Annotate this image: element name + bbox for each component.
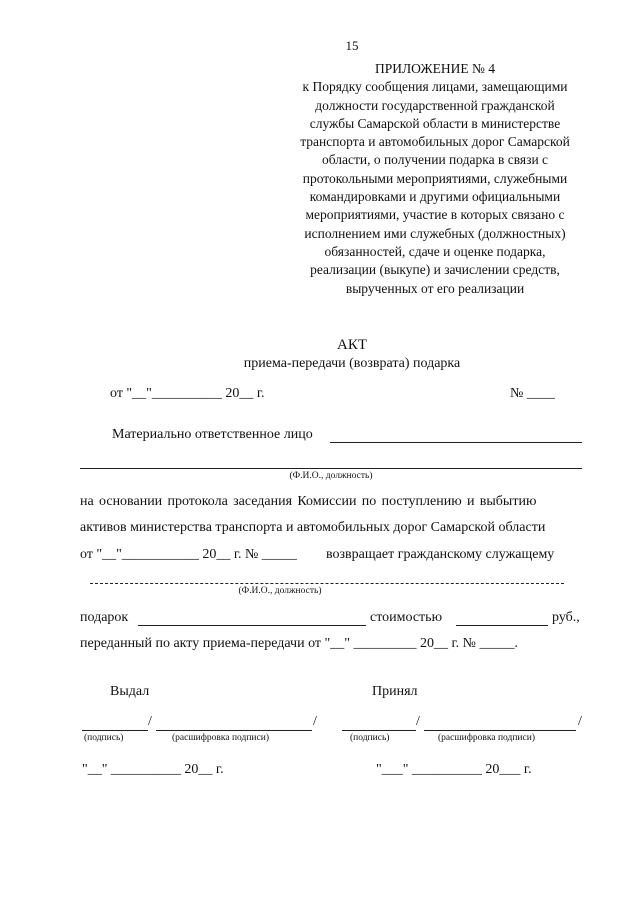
- cost-field-line: [456, 625, 548, 626]
- fio-position-caption: (Ф.И.О., должность): [289, 471, 373, 481]
- gift-name-line: [138, 625, 366, 626]
- responsible-fio-line: [80, 468, 582, 469]
- issued-decoding-line: [156, 730, 312, 731]
- decoding-caption: (расшифровка подписи): [172, 733, 269, 743]
- received-decoding-line: [424, 730, 576, 731]
- date-from-line: от "__"___________ 20__ г. № _____: [80, 547, 297, 562]
- appendix-line: к Порядку сообщения лицами, замещающими: [302, 79, 568, 95]
- basis-line-2: активов министерства транспорта и автомобильных дорог Самарской области: [80, 520, 546, 535]
- fio-position-caption: (Ф.И.О., должность): [238, 586, 322, 596]
- signature-caption: (подпись): [84, 733, 124, 743]
- appendix-line: реализации (выкупе) и зачислении средств,: [310, 262, 560, 278]
- appendix-line: должности государственной гражданской: [315, 97, 555, 113]
- received-date: "___" __________ 20___ г.: [376, 762, 532, 777]
- issued-label: Выдал: [110, 684, 150, 699]
- slash: /: [416, 714, 420, 729]
- recipient-fio-line: [90, 583, 564, 584]
- appendix-line: протокольными мероприятиями, служебными: [302, 170, 568, 186]
- transferred-line: переданный по акту приема-передачи от "__" _________ 20__ г. № _____.: [80, 636, 518, 651]
- appendix-title: ПРИЛОЖЕНИЕ № 4: [374, 61, 496, 76]
- slash: /: [148, 714, 152, 729]
- issued-date: "__" __________ 20__ г.: [82, 762, 224, 777]
- appendix-line: командировками и другими официальными: [309, 189, 561, 205]
- appendix-line: вырученных от его реализации: [345, 280, 525, 296]
- responsible-label: Материально ответственное лицо: [112, 427, 313, 442]
- rub-label: руб.,: [552, 610, 580, 625]
- appendix-line: транспорта и автомобильных дорог Самарской: [300, 134, 570, 150]
- signature-caption: (подпись): [350, 733, 390, 743]
- appendix-line: обязанностей, сдаче и оценке подарка,: [324, 243, 546, 259]
- issued-signature-line: [82, 730, 148, 731]
- returns-to-label: возвращает гражданскому служащему: [326, 547, 555, 562]
- appendix-line: службы Самарской области в министерстве: [309, 115, 561, 131]
- appendix-line: мероприятиями, участие в которых связано с: [305, 207, 565, 223]
- act-title: АКТ: [337, 337, 367, 353]
- received-signature-line: [342, 730, 416, 731]
- slash: /: [578, 714, 582, 729]
- basis-line-1: на основании протокола заседания Комиссии по поступлению и выбытию: [80, 494, 537, 509]
- slash: /: [313, 714, 317, 729]
- cost-label: стоимостью: [370, 610, 443, 625]
- decoding-caption: (расшифровка подписи): [438, 733, 535, 743]
- received-label: Принял: [372, 684, 418, 699]
- page-number: 15: [345, 38, 359, 53]
- act-date-line: от "__"__________ 20__ г.: [110, 386, 265, 401]
- gift-label: подарок: [80, 610, 129, 625]
- responsible-field-line: [330, 442, 582, 443]
- appendix-line: области, о получении подарка в связи с: [321, 152, 549, 168]
- appendix-header: [270, 60, 600, 298]
- act-subtitle: приема-передачи (возврата) подарка: [243, 356, 461, 371]
- act-number: № ____: [510, 386, 555, 401]
- appendix-line: исполнением ими служебных (должностных): [304, 225, 566, 241]
